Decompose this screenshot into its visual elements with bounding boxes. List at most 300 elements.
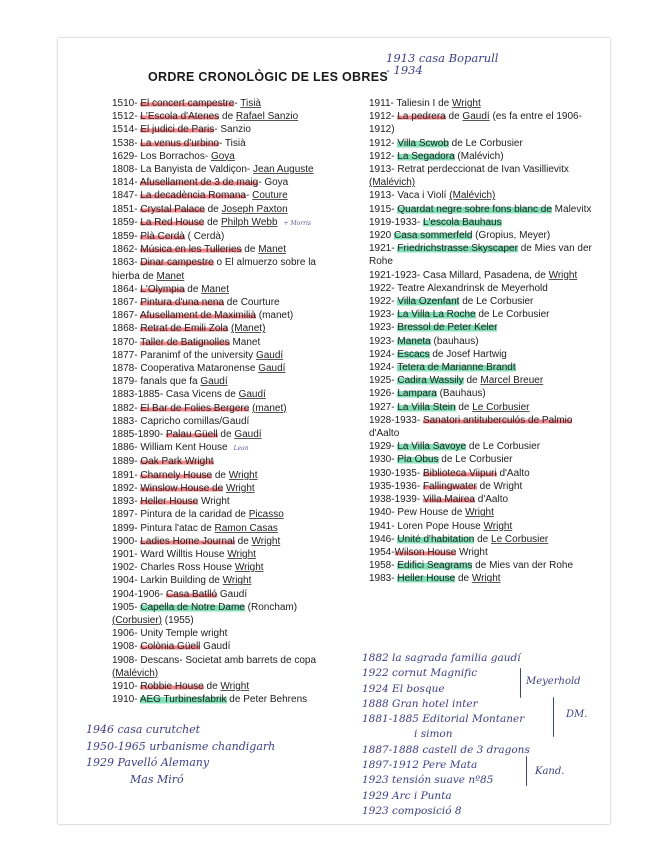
entry-text: (1955) bbox=[162, 614, 194, 626]
underlined-text: Rafael Sanzio bbox=[235, 111, 299, 123]
entry-text: - Sanzio bbox=[214, 124, 251, 136]
handwritten-entry: 1882 la sagrada familia gaudí bbox=[362, 652, 521, 664]
entry-text: (Gropius, Meyer) bbox=[472, 230, 551, 242]
entry-text: 1901- Ward Willtis House bbox=[112, 548, 228, 560]
entry-text: 1921-1923- Casa Millard, Pasadena, de bbox=[369, 269, 549, 281]
underlined-text: Joseph Paxton bbox=[221, 203, 288, 215]
entry-text: 1867- bbox=[112, 310, 140, 322]
entry-text: 1510- bbox=[112, 98, 141, 109]
highlight-green: Friedrichstrasse Skyscaper bbox=[397, 243, 518, 255]
entry-text: Gaudí bbox=[217, 588, 248, 600]
chronology-entry bbox=[369, 321, 594, 334]
highlight-green: La Segadora bbox=[397, 150, 455, 162]
entry-text: 1870- bbox=[112, 336, 141, 348]
bracket-mark bbox=[520, 668, 521, 698]
underlined-text: Wright bbox=[227, 548, 256, 560]
entry-text: 1905- bbox=[112, 601, 141, 613]
entry-text: 1983- bbox=[369, 573, 398, 585]
chronology-entry bbox=[369, 572, 594, 585]
entry-text: (bauhaus) bbox=[430, 335, 479, 347]
entry-text: 1912- bbox=[369, 137, 398, 149]
highlight-red: Crystal Palace bbox=[140, 203, 205, 215]
chronology-entry bbox=[112, 322, 344, 335]
entry-text: (es fa entre el 1906-1912) bbox=[369, 111, 582, 136]
underlined-text: Gaudí bbox=[258, 363, 286, 375]
highlight-red: Plà Cerdà bbox=[140, 231, 185, 243]
highlight-red: Oak Park Wright bbox=[140, 456, 214, 468]
highlight-red: La decadència Romana bbox=[140, 190, 246, 202]
entry-text: de Courture bbox=[224, 297, 280, 309]
underlined-text: (manet) bbox=[252, 402, 287, 414]
chronology-entry bbox=[369, 97, 594, 110]
highlight-red: Sanatori antituberculós de Palmio bbox=[422, 414, 573, 426]
entry-text: Wright bbox=[456, 546, 488, 558]
entry-text: 1921- bbox=[369, 243, 398, 255]
bracket-mark bbox=[526, 756, 527, 786]
entry-text: de bbox=[455, 573, 472, 585]
margin-note: + Morris bbox=[283, 219, 311, 227]
underlined-text: Wright bbox=[483, 520, 513, 532]
highlight-red: El Bar de Folies Bergere bbox=[140, 402, 250, 414]
entry-text: 1904- Larkin Building de bbox=[112, 575, 223, 587]
chronology-entry bbox=[369, 269, 594, 282]
underlined-text: Gaudí bbox=[234, 429, 262, 441]
entry-text: 1924- bbox=[369, 348, 398, 360]
entry-text: (Roncham) bbox=[244, 601, 298, 613]
highlight-green: Heller House bbox=[397, 573, 456, 585]
underlined-text: Wright bbox=[220, 680, 250, 692]
entry-text: 1889- bbox=[112, 456, 141, 468]
entry-text: 1954- bbox=[369, 546, 395, 558]
entry-text: de Le Corbusier bbox=[438, 454, 513, 466]
highlight-green: Maneta bbox=[397, 335, 431, 347]
highlight-green: Cadira Wassily bbox=[397, 375, 464, 387]
bracket-mark bbox=[553, 697, 554, 737]
chronology-entry bbox=[112, 97, 344, 110]
highlight-red: Afusellament de Maximilià bbox=[139, 310, 256, 322]
highlight-green: Villa Scwob bbox=[397, 137, 449, 149]
underlined-text: Tisià bbox=[240, 98, 261, 109]
highlight-red: Biblioteca Viipuri bbox=[422, 467, 497, 479]
chronology-entry bbox=[369, 546, 594, 559]
entry-text: 1923- bbox=[369, 335, 398, 347]
underlined-text: Jean Auguste bbox=[253, 164, 314, 176]
entry-text: 1925- bbox=[369, 375, 398, 387]
chronology-entry bbox=[369, 335, 594, 348]
top-handwritten-note bbox=[386, 52, 498, 76]
underlined-text: Couture bbox=[252, 190, 288, 202]
entry-text: 1859- bbox=[112, 231, 141, 243]
entry-text: de Le Corbusier bbox=[466, 441, 541, 453]
chronology-entry bbox=[112, 561, 344, 574]
entry-text: Manet bbox=[229, 336, 261, 348]
underlined-text: Wright bbox=[465, 507, 494, 519]
entry-text: de bbox=[184, 283, 202, 295]
right-column-list bbox=[369, 97, 594, 586]
entry-text: Gaudí bbox=[200, 641, 231, 653]
underlined-text: Manet bbox=[201, 283, 229, 295]
chronology-entry bbox=[112, 482, 344, 495]
highlight-green: La Villa Stein bbox=[397, 401, 456, 413]
highlight-red: Palau Güell bbox=[165, 429, 218, 441]
entry-text: 1926- bbox=[369, 388, 398, 400]
highlight-red: Charnely House bbox=[140, 469, 213, 481]
entry-text: 1912- bbox=[369, 150, 398, 162]
entry-text: d'Aalto bbox=[496, 467, 530, 479]
entry-text: 1878- Cooperativa Mataronense bbox=[112, 363, 259, 375]
chronology-entry bbox=[112, 415, 344, 428]
chronology-entry bbox=[369, 506, 594, 519]
chronology-entry bbox=[112, 203, 344, 216]
highlight-green: L'escola Bauhaus bbox=[422, 216, 502, 228]
entry-text: 1868- bbox=[112, 323, 141, 335]
entry-text: de bbox=[204, 203, 222, 215]
handwritten-entry: i simon bbox=[414, 728, 453, 741]
chronology-entry bbox=[369, 242, 594, 268]
handwritten-entry: 1923 composició 8 bbox=[362, 804, 462, 817]
chronology-entry bbox=[369, 150, 594, 163]
entry-text: (Bauhaus) bbox=[436, 388, 486, 400]
highlight-green: Unité d'habitation bbox=[397, 533, 475, 545]
entry-text: de bbox=[455, 401, 473, 413]
underlined-text: Wright bbox=[234, 562, 264, 574]
underlined-text: Manet bbox=[156, 270, 185, 282]
entry-text: 1958- bbox=[369, 560, 398, 572]
underlined-text: Manet bbox=[258, 244, 286, 256]
entry-text: 1935-1936- bbox=[369, 480, 423, 492]
entry-text: - bbox=[234, 98, 241, 109]
underlined-text: Wright bbox=[471, 573, 501, 585]
entry-text: de Wright bbox=[476, 480, 523, 492]
handwritten-entry: 1881-1885 Editorial Montaner bbox=[362, 713, 525, 726]
highlight-green: Casa sommerfeld bbox=[394, 230, 473, 242]
handwritten-entry: 1946 casa curutchet bbox=[86, 723, 201, 736]
entry-text: 1893- bbox=[112, 496, 141, 508]
chronology-entry bbox=[112, 574, 344, 587]
entry-text: 1863- bbox=[112, 257, 141, 269]
highlight-red: L'Olympia bbox=[140, 283, 185, 295]
bracket-label-dm: DM. bbox=[566, 709, 588, 720]
entry-text: de bbox=[219, 111, 236, 123]
underlined-text: Marcel Breuer bbox=[480, 375, 544, 387]
highlight-green: Pla Obus bbox=[397, 454, 439, 466]
handwritten-entry: 1929 Pavelló Alemany bbox=[86, 756, 210, 769]
handwritten-additions-left bbox=[86, 722, 275, 788]
entry-text: 1908- bbox=[112, 641, 141, 653]
highlight-green: Quardat negre sobre fons blanc de bbox=[397, 203, 552, 215]
entry-text: 1913- Retrat perdeccionat de Ivan Vasillievitx bbox=[369, 164, 569, 176]
entry-text: d'Aalto bbox=[369, 428, 400, 440]
highlight-red: Retrat de Emili Zola bbox=[140, 323, 229, 335]
handwritten-entry: 1923 tensión suave nº85 bbox=[362, 774, 494, 787]
underlined-text: Wright bbox=[228, 469, 258, 481]
entry-text: 1538- bbox=[112, 137, 141, 149]
chronology-entry bbox=[112, 627, 344, 640]
chronology-entry bbox=[112, 693, 344, 706]
highlight-red: Wilson House bbox=[394, 546, 457, 558]
handwritten-entry: 1887-1888 castell de 3 dragons bbox=[362, 743, 530, 756]
chronology-entry bbox=[369, 348, 594, 361]
chronology-entry bbox=[112, 402, 344, 415]
entry-text: 1859- bbox=[112, 216, 141, 228]
entry-text: de Le Corbusier bbox=[459, 296, 534, 308]
entry-text: 1923- bbox=[369, 322, 398, 334]
chronology-entry bbox=[369, 374, 594, 387]
underlined-text: Le Corbusier bbox=[491, 533, 549, 545]
highlight-red: Taller de Batignolles bbox=[140, 336, 230, 348]
chronology-entry bbox=[112, 189, 344, 202]
chronology-entry bbox=[112, 349, 344, 362]
highlight-red: Ladies Home Journal bbox=[140, 535, 235, 547]
highlight-red: Villa Mairea bbox=[422, 494, 475, 506]
entry-text: Wright bbox=[198, 496, 230, 508]
entry-text: 1913- Vaca i Violí bbox=[369, 190, 450, 202]
entry-text: de bbox=[445, 111, 463, 123]
entry-text: 1919-1933- bbox=[369, 216, 423, 228]
chronology-entry bbox=[112, 522, 344, 535]
chronology-entry bbox=[112, 230, 344, 243]
entry-text: 1891- bbox=[112, 469, 141, 481]
entry-text: 1879- fanals que fa bbox=[112, 376, 201, 388]
chronology-entry bbox=[369, 295, 594, 308]
chronology-entry bbox=[112, 428, 344, 441]
entry-text: 1922- Teatre Alexandrinsk de Meyerhold bbox=[369, 282, 548, 294]
handwritten-entry: 1924 El bosque bbox=[362, 682, 445, 695]
entry-text: 1814- bbox=[112, 177, 140, 189]
chronology-entry bbox=[112, 469, 344, 482]
entry-text: 1941- Loren Pope House bbox=[369, 520, 484, 532]
entry-text: 1847- bbox=[112, 190, 141, 202]
underlined-text: Wright bbox=[251, 535, 281, 547]
highlight-red: El concert campestre bbox=[140, 98, 235, 109]
highlight-green: La Villa La Roche bbox=[397, 309, 476, 321]
entry-text: de bbox=[234, 535, 252, 547]
top-note-line: - 1934 bbox=[386, 63, 423, 77]
entry-text: d'Aalto bbox=[475, 494, 509, 506]
top-note-line: 1913 casa Boparull bbox=[386, 51, 499, 65]
highlight-green: Tetera de Marianne Brandt bbox=[397, 362, 516, 374]
underlined-text: Wright bbox=[222, 575, 252, 587]
underlined-text: Wright bbox=[225, 482, 255, 494]
chronology-entry bbox=[112, 216, 344, 230]
entry-text: - Tisià bbox=[219, 137, 246, 149]
entry-text: 1867- bbox=[112, 297, 141, 309]
handwritten-entry: 1888 Gran hotel inter bbox=[362, 697, 478, 710]
underlined-text: Gaudí bbox=[238, 389, 266, 401]
handwritten-entry: 1929 Arc i Punta bbox=[362, 789, 452, 802]
highlight-red: Casa Batlló bbox=[165, 588, 218, 600]
chronology-entry bbox=[369, 414, 594, 440]
entry-text: de Josef Hartwig bbox=[429, 348, 507, 360]
entry-text: 1902- Charles Ross House bbox=[112, 562, 235, 574]
highlight-red: Afusellament de 3 de maig bbox=[139, 177, 259, 189]
chronology-entry bbox=[369, 559, 594, 572]
entry-text: 1899- Pintura l'atac de bbox=[112, 522, 215, 534]
chronology-entry bbox=[369, 137, 594, 150]
entry-text: de bbox=[474, 533, 492, 545]
entry-text: 1514- bbox=[112, 124, 141, 136]
underlined-text: Gaudí bbox=[255, 349, 284, 361]
entry-text: ( Cerdà) bbox=[184, 231, 225, 243]
underlined-text: Picasso bbox=[248, 509, 284, 521]
highlight-red: Colònia Güell bbox=[140, 641, 201, 653]
chronology-entry bbox=[112, 441, 344, 455]
entry-text: 1851- bbox=[112, 203, 141, 215]
entry-text: 1629- Los Borrachos- bbox=[112, 150, 211, 162]
entry-text: 1864- bbox=[112, 283, 141, 295]
chronology-entry bbox=[369, 480, 594, 493]
chronology-entry bbox=[369, 282, 594, 295]
chronology-entry bbox=[112, 508, 344, 521]
entry-text: 1923- bbox=[369, 309, 398, 321]
chronology-entry bbox=[112, 137, 344, 150]
entry-text: de Mies van der Rohe bbox=[369, 243, 592, 268]
handwritten-entry: Mas Miró bbox=[130, 772, 184, 786]
chronology-entry bbox=[369, 401, 594, 414]
chronology-entry bbox=[112, 336, 344, 349]
entry-text: 1915- bbox=[369, 203, 398, 215]
underlined-text: Wright bbox=[548, 269, 578, 281]
entry-text: 1910- bbox=[112, 694, 140, 706]
bracket-label-kand: Kand. bbox=[535, 766, 565, 777]
entry-text: 1910- bbox=[112, 680, 141, 692]
highlight-green: La Villa Savoye bbox=[397, 441, 467, 453]
entry-text: de bbox=[212, 469, 229, 481]
chronology-entry bbox=[112, 680, 344, 693]
entry-text: Malevitx bbox=[551, 203, 592, 215]
chronology-entry bbox=[112, 362, 344, 375]
chronology-entry bbox=[369, 308, 594, 321]
highlight-green: Bressol de Peter Keler bbox=[397, 322, 498, 334]
bracket-label-meyerhold: Meyerhold bbox=[526, 676, 581, 687]
chronology-entry bbox=[112, 163, 344, 176]
highlight-green: Lampara bbox=[397, 388, 437, 400]
entry-text: 1930-1935- bbox=[369, 467, 423, 479]
chronology-entry bbox=[112, 123, 344, 136]
handwritten-entry: 1897-1912 Pere Mata bbox=[362, 759, 478, 772]
highlight-green: AEG Turbinesfabrik bbox=[139, 694, 227, 706]
chronology-entry bbox=[112, 601, 344, 627]
underlined-text: Goya bbox=[210, 150, 235, 162]
chronology-entry bbox=[112, 588, 344, 601]
highlight-red: L'Escola d'Atenes bbox=[140, 111, 220, 123]
entry-text: - Goya bbox=[258, 177, 289, 189]
chronology-entry bbox=[112, 535, 344, 548]
highlight-red: Música en les Tulleries bbox=[140, 244, 242, 256]
entry-text: 1912- bbox=[369, 111, 398, 123]
chronology-entry bbox=[112, 375, 344, 388]
left-column-list bbox=[112, 97, 344, 706]
chronology-entry bbox=[112, 150, 344, 163]
chronology-entry bbox=[369, 387, 594, 400]
chronology-entry bbox=[369, 361, 594, 374]
entry-text: 1885-1890- bbox=[112, 429, 166, 441]
margin-note: Lean bbox=[233, 445, 249, 453]
chronology-entry bbox=[369, 493, 594, 506]
entry-text: 1929- bbox=[369, 441, 398, 453]
entry-text: 1920 bbox=[369, 230, 395, 242]
entry-text: de bbox=[203, 680, 221, 692]
entry-text: 1882- bbox=[112, 402, 141, 414]
entry-text: (Malévich) bbox=[454, 150, 504, 162]
entry-text: 1922- bbox=[369, 296, 398, 308]
handwritten-entry: 1922 cornut Magnific bbox=[362, 667, 478, 680]
chronology-entry bbox=[112, 176, 344, 189]
chronology-entry bbox=[369, 203, 594, 216]
chronology-entry bbox=[112, 243, 344, 256]
underlined-text: (Manet) bbox=[230, 323, 266, 335]
chronology-entry bbox=[369, 229, 594, 242]
entry-text: 1900- bbox=[112, 535, 141, 547]
highlight-red: Heller House bbox=[140, 496, 199, 508]
underlined-text: Le Corbusier bbox=[472, 401, 530, 413]
underlined-text: Ramon Casas bbox=[214, 522, 278, 534]
underlined-text: (Malévich) bbox=[449, 190, 496, 202]
chronology-entry bbox=[112, 110, 344, 123]
entry-text: (manet) bbox=[255, 310, 294, 322]
highlight-green: Escacs bbox=[397, 348, 430, 360]
entry-text: 1512- bbox=[112, 111, 141, 123]
entry-text: 1883- Capricho comillas/Gaudí bbox=[112, 415, 250, 427]
entry-text: 1904-1906- bbox=[112, 588, 166, 600]
underlined-text: Wright bbox=[452, 98, 481, 109]
chronology-entry bbox=[369, 110, 594, 136]
highlight-green: Villa Ozenfant bbox=[397, 296, 460, 308]
highlight-green: Edifici Seagrams bbox=[397, 560, 473, 572]
document-title: ORDRE CRONOLÒGIC DE LES OBRES bbox=[148, 70, 388, 84]
chronology-entry bbox=[112, 654, 344, 680]
entry-text: 1892- bbox=[112, 482, 141, 494]
chronology-entry bbox=[369, 440, 594, 453]
chronology-entry bbox=[112, 283, 344, 296]
highlight-red: La Red House bbox=[140, 216, 205, 228]
entry-text: - bbox=[246, 190, 253, 202]
entry-text: 1908- Descans- Societat amb barrets de copa bbox=[112, 654, 316, 666]
highlight-red: Dinar campestre bbox=[140, 257, 214, 269]
entry-text: 1897- Pintura de la caridad de bbox=[112, 509, 249, 521]
entry-text: de bbox=[241, 244, 259, 256]
chronology-entry bbox=[369, 467, 594, 480]
underlined-text: (Malévich) bbox=[112, 667, 159, 679]
underlined-text: (Corbusier) bbox=[112, 614, 163, 626]
chronology-entry bbox=[112, 309, 344, 322]
highlight-red: Pintura d'una nena bbox=[140, 297, 225, 309]
entry-text: de bbox=[463, 375, 481, 387]
highlight-red: El judici de Paris bbox=[140, 124, 215, 136]
entry-text: 1883-1885- Casa Vicens de bbox=[112, 389, 239, 401]
chronology-entry bbox=[112, 495, 344, 508]
entry-text: de Peter Behrens bbox=[226, 694, 308, 706]
entry-text: 1911- Taliesin I de bbox=[369, 98, 453, 109]
entry-text: 1924- bbox=[369, 362, 398, 374]
entry-text: de Mies van der Rohe bbox=[472, 560, 574, 572]
entry-text: 1928-1933- bbox=[369, 414, 423, 426]
chronology-entry bbox=[369, 520, 594, 533]
chronology-entry bbox=[112, 296, 344, 309]
underlined-text: Gaudí bbox=[200, 376, 228, 388]
chronology-entry bbox=[112, 388, 344, 401]
handwritten-entry: 1950-1965 urbanisme chandigarh bbox=[86, 739, 276, 753]
entry-text: o El almuerzo sobre la hierba de bbox=[112, 257, 316, 282]
chronology-entry bbox=[369, 189, 594, 202]
chronology-entry bbox=[112, 256, 344, 282]
entry-text: 1886- William Kent House bbox=[112, 442, 228, 454]
highlight-red: Fallingwater bbox=[422, 480, 477, 492]
chronology-entry bbox=[112, 640, 344, 653]
underlined-text: (Malévich) bbox=[369, 177, 416, 189]
chronology-entry bbox=[369, 533, 594, 546]
entry-text: 1946- bbox=[369, 533, 398, 545]
